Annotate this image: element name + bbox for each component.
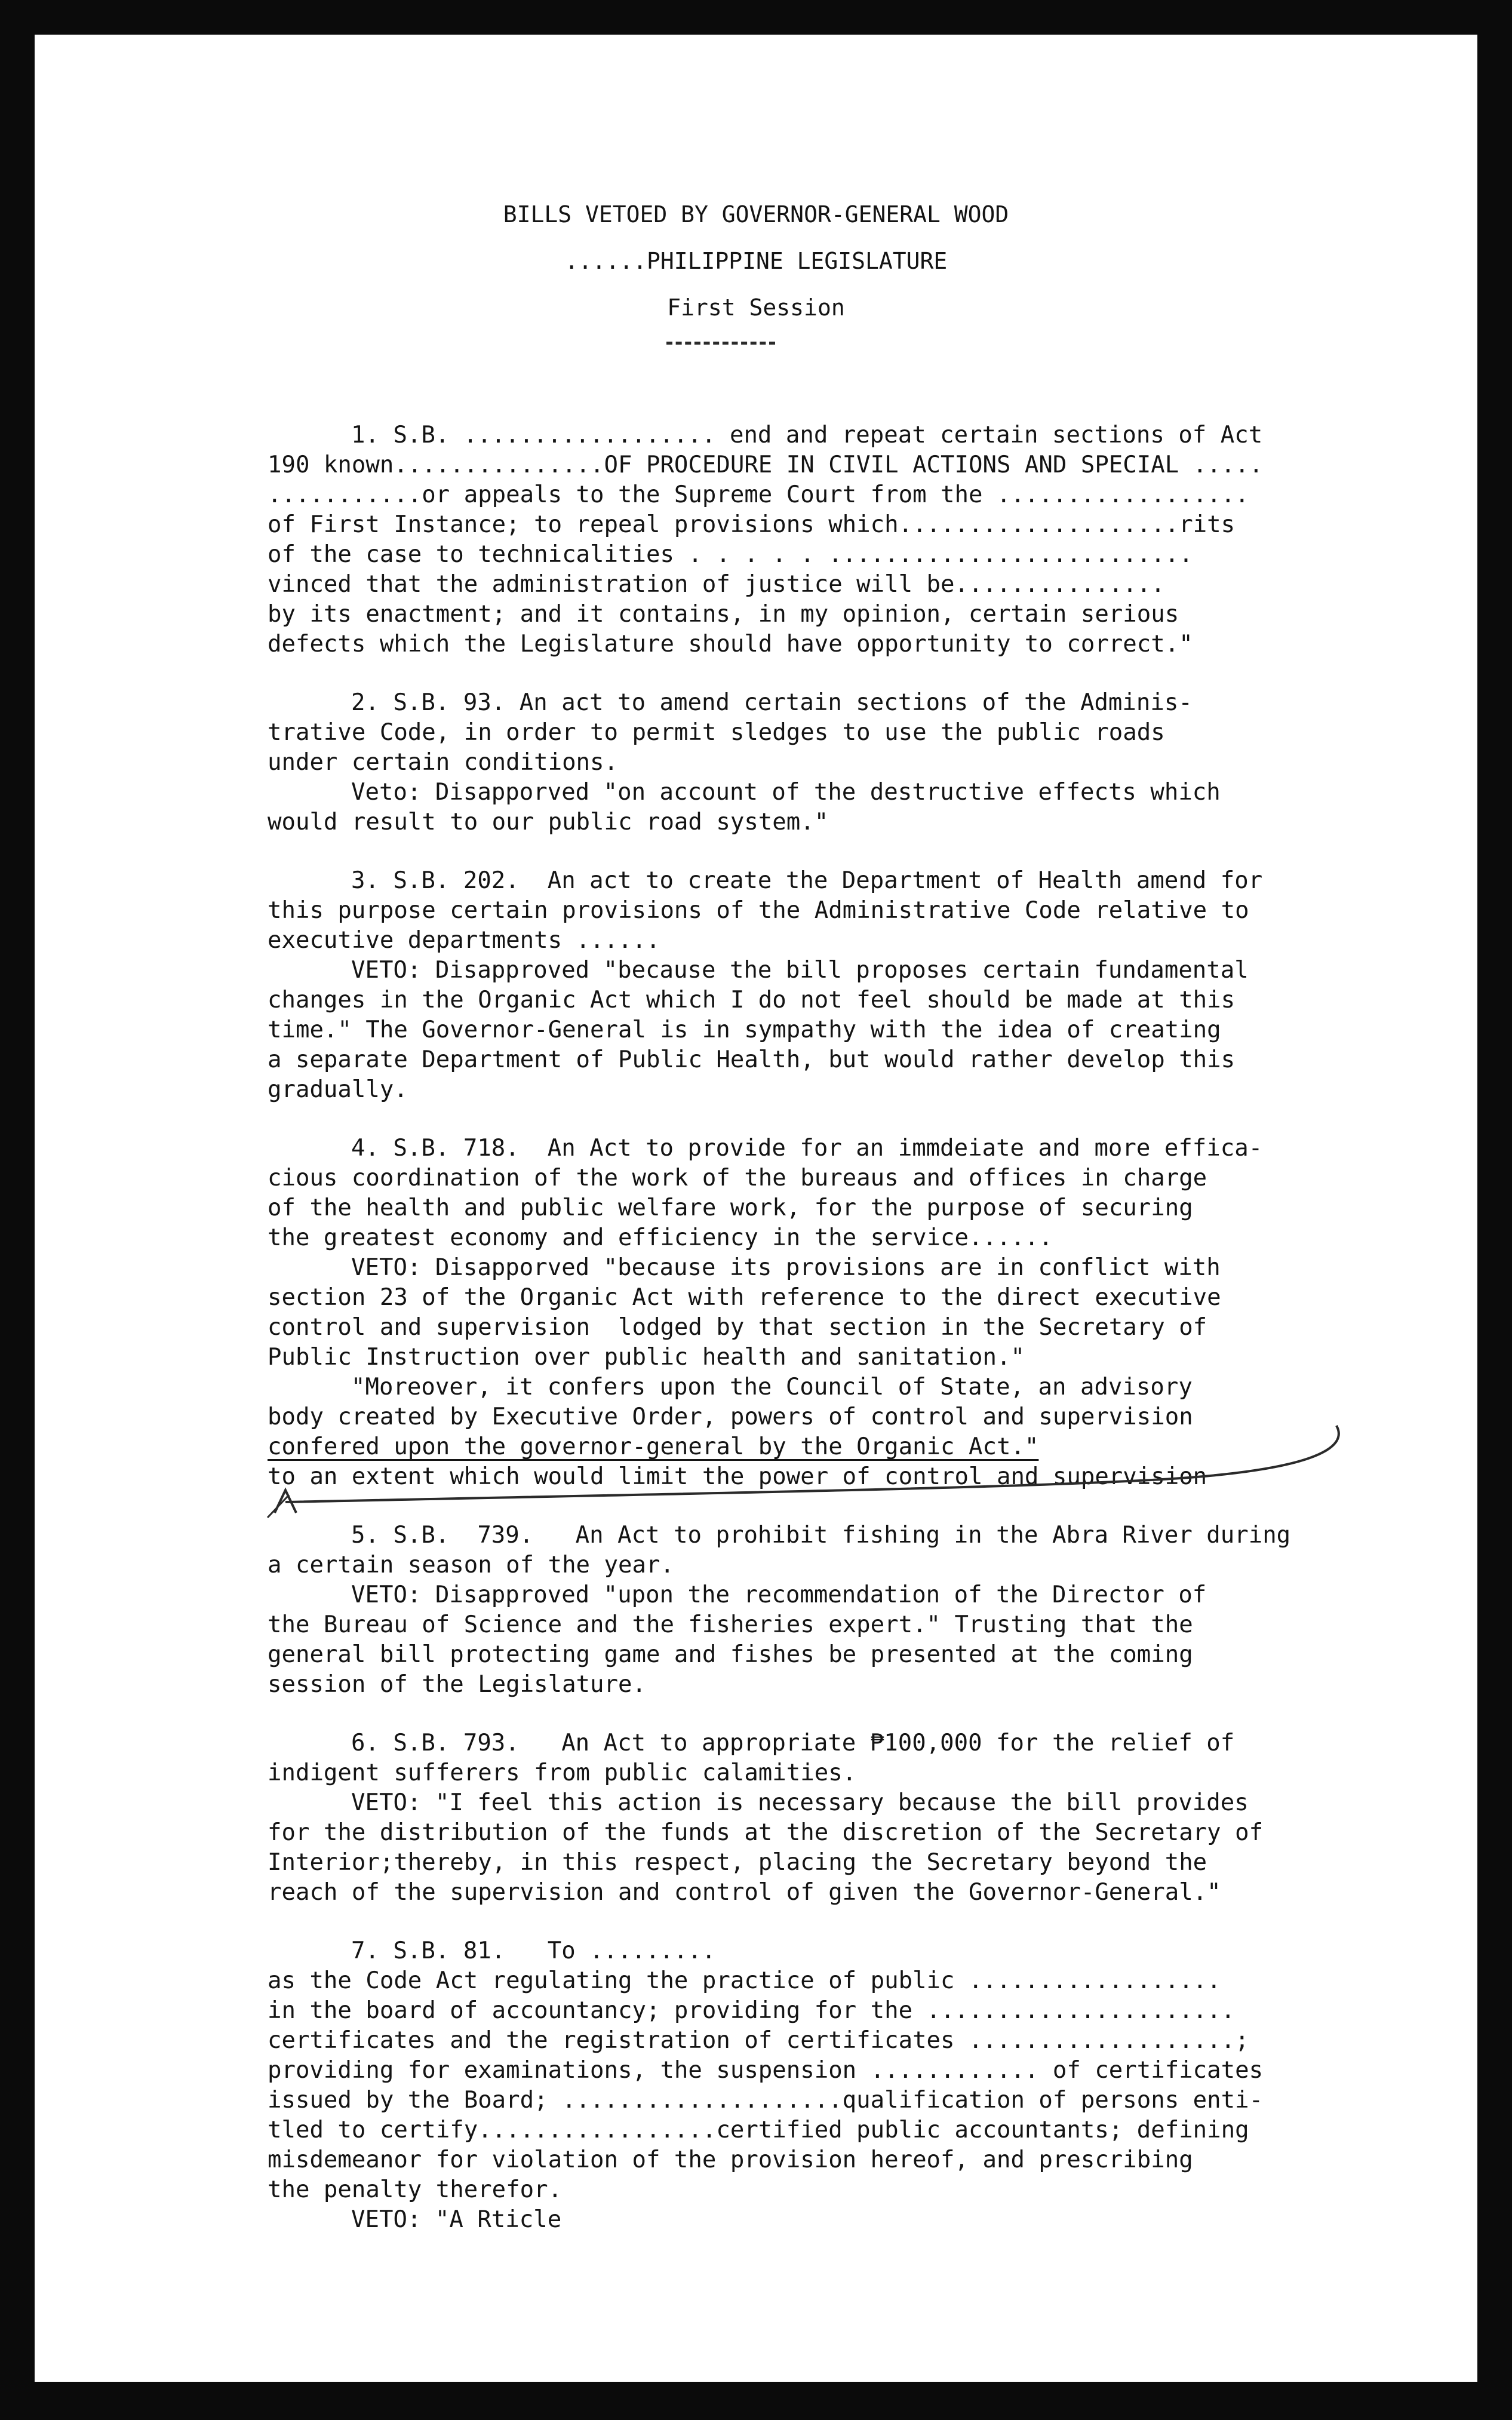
text-line: by its enactment; and it contains, in my opinion, certain serious: [268, 601, 1179, 628]
bill-item: [268, 1134, 1456, 1492]
text-line: indigent sufferers from public calamities.: [268, 1759, 857, 1786]
text-line: VETO: Disapproved "because the bill proposes certain fundamental: [351, 957, 1249, 984]
text-line: under certain conditions.: [268, 749, 618, 776]
text-line: 6. S.B. 793. An Act to appropriate ₱100,000 for the relief of: [351, 1730, 1235, 1756]
text-line: the greatest economy and efficiency in the service......: [268, 1224, 1053, 1251]
text-line: control and supervision lodged by that section in the Secretary of: [268, 1314, 1207, 1341]
document-page: [35, 35, 1477, 2382]
text-line: certificates and the registration of certificates ...................;: [268, 2027, 1249, 2054]
header-underline: [666, 342, 775, 345]
text-line: body created by Executive Order, powers of control and supervision: [268, 1404, 1193, 1430]
text-line: VETO: Disapproved "upon the recommendation of the Director of: [351, 1581, 1207, 1608]
text-line: trative Code, in order to permit sledges to use the public roads: [268, 719, 1165, 746]
text-line: this purpose certain provisions of the Administrative Code relative to: [268, 897, 1249, 924]
header-session: First Session: [667, 294, 845, 321]
text-line: "Moreover, it confers upon the Council of State, an advisory: [351, 1374, 1193, 1401]
text-line: 7. S.B. 81. To .........: [351, 1937, 716, 1964]
text-line: general bill protecting game and fishes be presented at the coming: [268, 1641, 1193, 1668]
text-line: VETO: Disapporved "because its provisions are in conflict with: [351, 1254, 1221, 1281]
bill-item: [268, 1728, 1456, 1908]
text-line: 2. S.B. 93. An act to amend certain sections of the Adminis-: [351, 689, 1193, 716]
text-line: 190 known...............OF PROCEDURE IN CIVIL ACTIONS AND SPECIAL .....: [268, 452, 1264, 478]
text-line: vinced that the administration of justice will be...............: [268, 571, 1165, 598]
text-line: time." The Governor-General is in sympathy with the idea of creating: [268, 1016, 1221, 1043]
document-body: [268, 420, 1456, 2264]
text-line: 3. S.B. 202. An act to create the Department of Health amend for: [351, 867, 1263, 894]
text-line: session of the Legislature.: [268, 1671, 646, 1698]
bill-item: [268, 866, 1456, 1105]
bill-item: [268, 1936, 1456, 2235]
text-line: the penalty therefor.: [268, 2176, 563, 2203]
header-legislature: ......PHILIPPINE LEGISLATURE: [564, 248, 948, 274]
text-line: Veto: Disapporved "on account of the destructive effects which: [351, 779, 1221, 806]
text-line: ...........or appeals to the Supreme Court from the ..................: [268, 481, 1249, 508]
text-line: cious coordination of the work of the bureaus and offices in charge: [268, 1165, 1207, 1191]
text-line: 1. S.B. .................. end and repeat certain sections of Act: [351, 422, 1263, 449]
header-title: BILLS VETOED BY GOVERNOR-GENERAL WOOD: [503, 201, 1009, 228]
text-line: gradually.: [268, 1076, 408, 1103]
text-line: defects which the Legislature should have opportunity to correct.": [268, 631, 1193, 658]
text-line: VETO: "A Rticle: [351, 2206, 562, 2233]
text-line: confered upon the governor-general by the Organic Act.": [268, 1433, 1039, 1460]
text-line: section 23 of the Organic Act with reference to the direct executive: [268, 1284, 1221, 1311]
text-line: would result to our public road system.": [268, 809, 829, 836]
bill-item: [268, 420, 1456, 659]
bill-item: [268, 688, 1456, 837]
text-line: 4. S.B. 718. An Act to provide for an immdeiate and more effica-: [351, 1135, 1263, 1162]
document-header: [35, 191, 1477, 331]
text-line: tled to certify.................certified public accountants; defining: [268, 2117, 1249, 2143]
text-line: of the health and public welfare work, for the purpose of securing: [268, 1194, 1193, 1221]
text-line: VETO: "I feel this action is necessary because the bill provides: [351, 1789, 1249, 1816]
text-line: Public Instruction over public health and sanitation.": [268, 1344, 1025, 1371]
text-line: providing for examinations, the suspension ............ of certificates: [268, 2057, 1264, 2084]
text-line: executive departments ......: [268, 927, 660, 954]
text-line: in the board of accountancy; providing for the ......................: [268, 1997, 1236, 2024]
text-line: changes in the Organic Act which I do not feel should be made at this: [268, 987, 1236, 1014]
text-line: the Bureau of Science and the fisheries expert." Trusting that the: [268, 1611, 1193, 1638]
text-line: of the case to technicalities . . . . . ..........................: [268, 541, 1193, 568]
text-line: for the distribution of the funds at the discretion of the Secretary of: [268, 1819, 1264, 1846]
text-line: reach of the supervision and control of given the Governor-General.": [268, 1879, 1221, 1906]
text-line: as the Code Act regulating the practice of public ..................: [268, 1967, 1221, 1994]
text-line: issued by the Board; ....................qualification of persons enti-: [268, 2087, 1264, 2114]
text-line: of First Instance; to repeal provisions which....................rits: [268, 511, 1236, 538]
text-line: a certain season of the year.: [268, 1552, 674, 1578]
text-line: 5. S.B. 739. An Act to prohibit fishing in the Abra River during: [351, 1522, 1291, 1549]
text-line: Interior;thereby, in this respect, placing the Secretary beyond the: [268, 1849, 1207, 1876]
text-line: a separate Department of Public Health, but would rather develop this: [268, 1046, 1236, 1073]
text-line: to an extent which would limit the power of control and supervision: [268, 1463, 1207, 1490]
text-line: misdemeanor for violation of the provision hereof, and prescribing: [268, 2146, 1193, 2173]
bill-item: [268, 1521, 1456, 1700]
